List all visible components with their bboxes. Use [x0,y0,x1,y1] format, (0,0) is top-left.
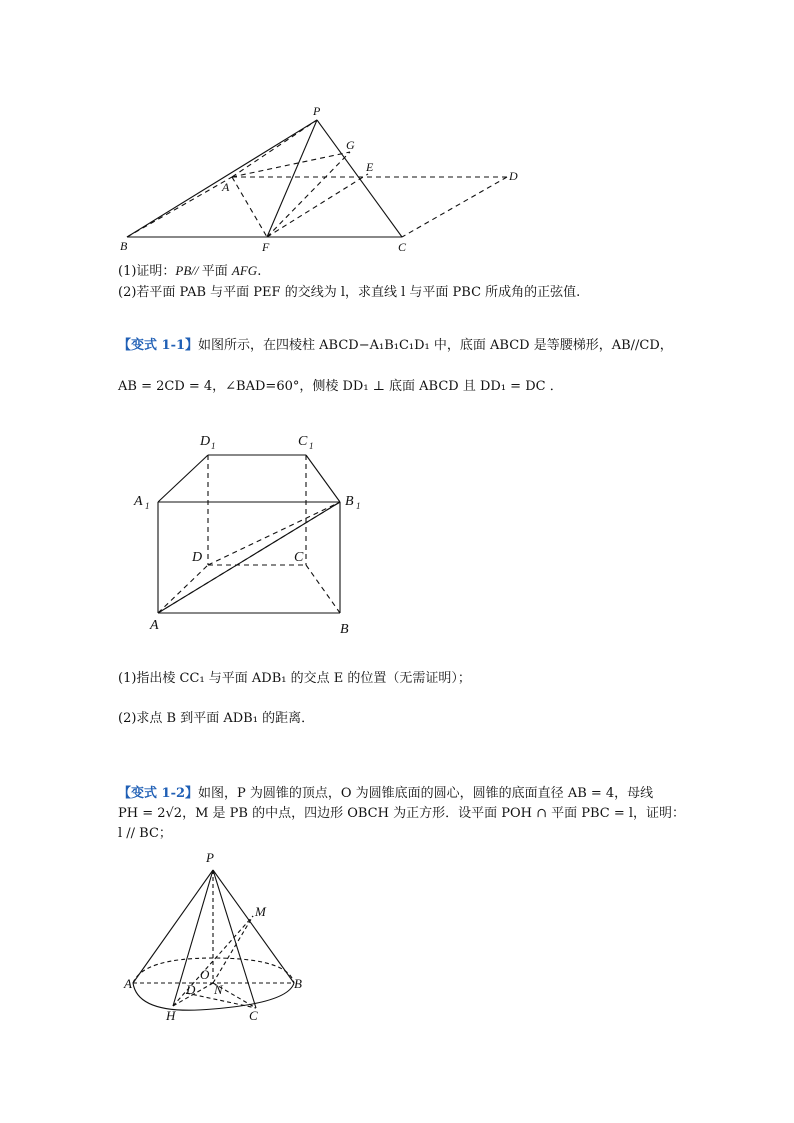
label-B: B [340,622,349,637]
figure-prism [128,425,368,640]
q1-end: . [257,264,262,279]
variant12-line3: l // BC； [118,826,172,841]
label-A: A [124,976,132,991]
label-A1-sub: 1 [145,501,150,511]
label-A: A [222,180,230,194]
label-D: D [186,982,196,997]
q1-mid: 平面 [201,264,232,279]
variant11-line1 [118,337,673,355]
figure-pyramid-pabcd [110,100,540,255]
variant11-text1: 如图所示，在四棱柱 ABCD−A₁B₁C₁D₁ 中，底面 ABCD 是等腰梯形，AB//CD， [198,338,673,353]
q1-math: PB// [175,263,202,278]
label-B1: B [345,494,354,509]
q1-prefix: (1)证明： [118,264,176,279]
label-P: P [206,850,214,865]
label-D1-sub: 1 [211,441,216,451]
problem1-question2: (2)若平面 PAB 与平面 PEF 的交线为 l，求直线 l 与平面 PBC 所成角的正弦值. [118,285,581,300]
label-A: A [150,618,159,633]
label-D: D [509,169,518,183]
variant11-line2: AB = 2CD = 4，∠BAD=60°，侧棱 DD₁ ⊥ 底面 ABCD 且 DD₁ = DC ． [118,379,563,394]
label-O: O [200,967,210,982]
variant12-tag: 【变式 1-2】 [118,786,199,801]
label-F: F [262,240,270,254]
label-C: C [294,550,304,565]
label-C: C [249,1008,258,1023]
label-C: C [398,240,407,254]
variant12-line2: PH = 2√2，M 是 PB 的中点，四边形 OBCH 为正方形．设平面 POH ∩ 平面 PBC = l，证明： [118,806,686,821]
label-M: M [255,904,266,919]
label-D: D [192,550,203,565]
q1-math2: AFG [231,263,258,278]
problem1-question1 [118,262,261,281]
label-B: B [120,239,128,253]
label-P: P [313,104,321,118]
label-C1-sub: 1 [309,441,314,451]
variant12-text1: 如图，P 为圆锥的顶点，O 为圆锥底面的圆心，圆锥的底面直径 AB = 4，母线 [198,786,654,801]
variant11-question1: (1)指出棱 CC₁ 与平面 ADB₁ 的交点 E 的位置（无需证明）； [118,671,471,686]
label-N: N [214,982,223,997]
figure-cone [118,848,318,1028]
label-D1: D [200,434,211,449]
label-E: E [366,160,374,174]
label-A1: A [134,494,143,509]
label-C1: C [298,434,308,449]
label-B1-sub: 1 [356,501,361,511]
variant12-line1 [118,785,653,803]
variant11-tag: 【变式 1-1】 [118,338,199,353]
label-G: G [346,138,355,152]
label-B: B [294,976,302,991]
label-H: H [166,1008,176,1023]
variant11-question2: (2)求点 B 到平面 ADB₁ 的距离． [118,711,315,726]
